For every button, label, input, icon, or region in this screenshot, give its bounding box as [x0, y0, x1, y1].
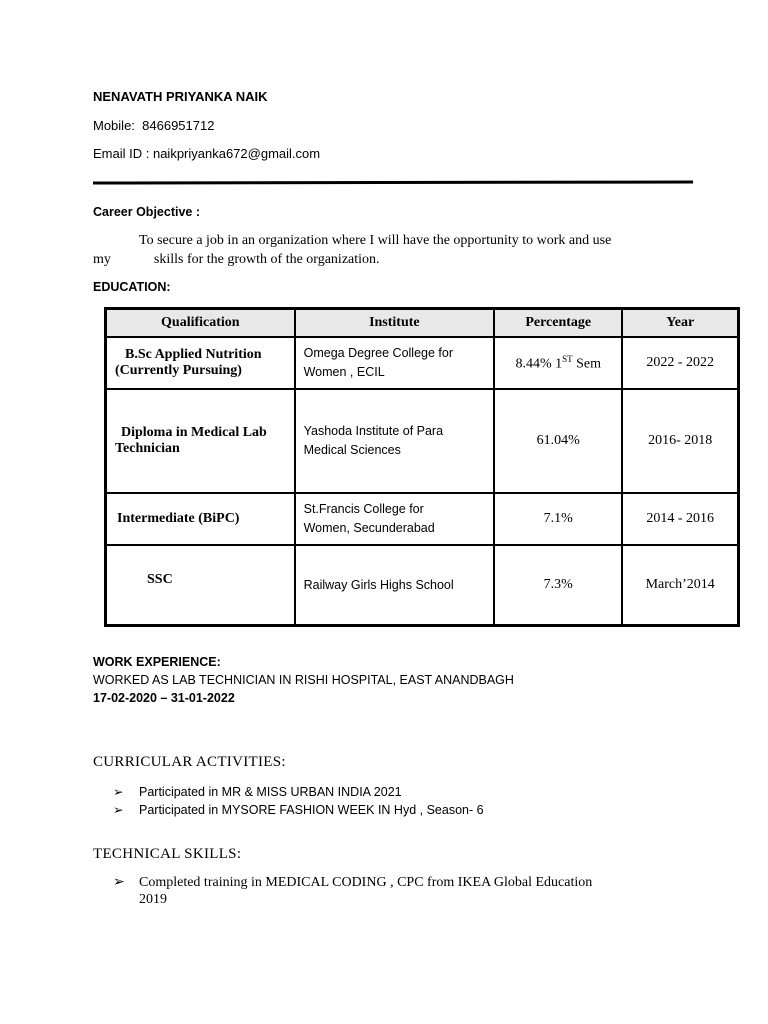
- candidate-name: NENAVATH PRIYANKA NAIK: [93, 89, 268, 104]
- institute-cell: Yashoda Institute of Para Medical Sciences: [295, 389, 494, 493]
- objective-line-2-end: skills for the growth of the organization.: [153, 252, 380, 267]
- qualification-cell: B.Sc Applied Nutrition (Currently Pursuing): [106, 337, 295, 389]
- list-item: ➢ Participated in MR & MISS URBAN INDIA 2021: [113, 785, 402, 799]
- education-heading: EDUCATION:: [93, 280, 171, 294]
- education-table: [104, 307, 740, 627]
- qualification-cell: SSC: [106, 545, 295, 625]
- year-cell: March’2014: [622, 545, 738, 625]
- mobile-label: Mobile:: [93, 118, 135, 133]
- year-cell: 2016- 2018: [622, 389, 738, 493]
- header-divider: [93, 180, 693, 184]
- mobile-number: 8466951712: [142, 118, 215, 133]
- mobile-line: [93, 118, 214, 133]
- qualification-cell: Intermediate (BiPC): [106, 493, 295, 545]
- institute-cell: Railway Girls Highs School: [295, 545, 494, 625]
- work-experience-heading: WORK EXPERIENCE:: [93, 655, 221, 669]
- arrowhead-bullet-icon: ➢: [113, 785, 124, 799]
- email-line: [93, 146, 320, 161]
- year-cell: 2014 - 2016: [622, 493, 738, 545]
- table-row: [106, 337, 738, 389]
- table-row: [106, 389, 738, 493]
- column-header-qualification: Qualification: [106, 309, 295, 337]
- work-experience-dates: 17-02-2020 – 31-01-2022: [93, 691, 235, 705]
- table-header-row: [106, 309, 738, 337]
- qualification-cell: Diploma in Medical Lab Technician: [106, 389, 295, 493]
- percentage-cell: 8.44% 1ST Sem: [494, 337, 622, 389]
- percentage-cell: 61.04%: [494, 389, 622, 493]
- arrowhead-bullet-icon: ➢: [113, 875, 125, 890]
- email-address: naikpriyanka672@gmail.com: [152, 146, 321, 161]
- table-row: [106, 545, 738, 625]
- column-header-year: Year: [622, 309, 738, 337]
- list-item: ➢ Participated in MYSORE FASHION WEEK IN Hyd , Season- 6: [113, 803, 484, 817]
- institute-cell: Omega Degree College for Women , ECIL: [295, 337, 494, 389]
- objective-line-2-start: my: [93, 252, 111, 267]
- year-cell: 2022 - 2022: [622, 337, 738, 389]
- objective-line-2: [93, 252, 380, 268]
- list-item: ➢ Completed training in MEDICAL CODING , CPC from IKEA Global Education 2019: [113, 875, 593, 907]
- email-label: Email ID :: [93, 146, 150, 161]
- percentage-cell: 7.1%: [494, 493, 622, 545]
- objective-line-1: To secure a job in an organization where I will have the opportunity to work and use: [139, 233, 612, 248]
- table-row: [106, 493, 738, 545]
- column-header-institute: Institute: [295, 309, 494, 337]
- technical-skills-list: [113, 874, 592, 908]
- arrowhead-bullet-icon: ➢: [113, 803, 124, 817]
- curricular-list: [113, 783, 484, 819]
- percentage-cell: 7.3%: [494, 545, 622, 625]
- institute-cell: St.Francis College for Women, Secunderabad: [295, 493, 494, 545]
- technical-skills-heading: TECHNICAL SKILLS:: [93, 846, 242, 862]
- column-header-percentage: Percentage: [494, 309, 622, 337]
- curricular-activities-heading: CURRICULAR ACTIVITIES:: [93, 754, 286, 770]
- work-experience-role: WORKED AS LAB TECHNICIAN IN RISHI HOSPITAL, EAST ANANDBAGH: [93, 673, 514, 687]
- career-objective-heading: Career Objective :: [93, 205, 200, 219]
